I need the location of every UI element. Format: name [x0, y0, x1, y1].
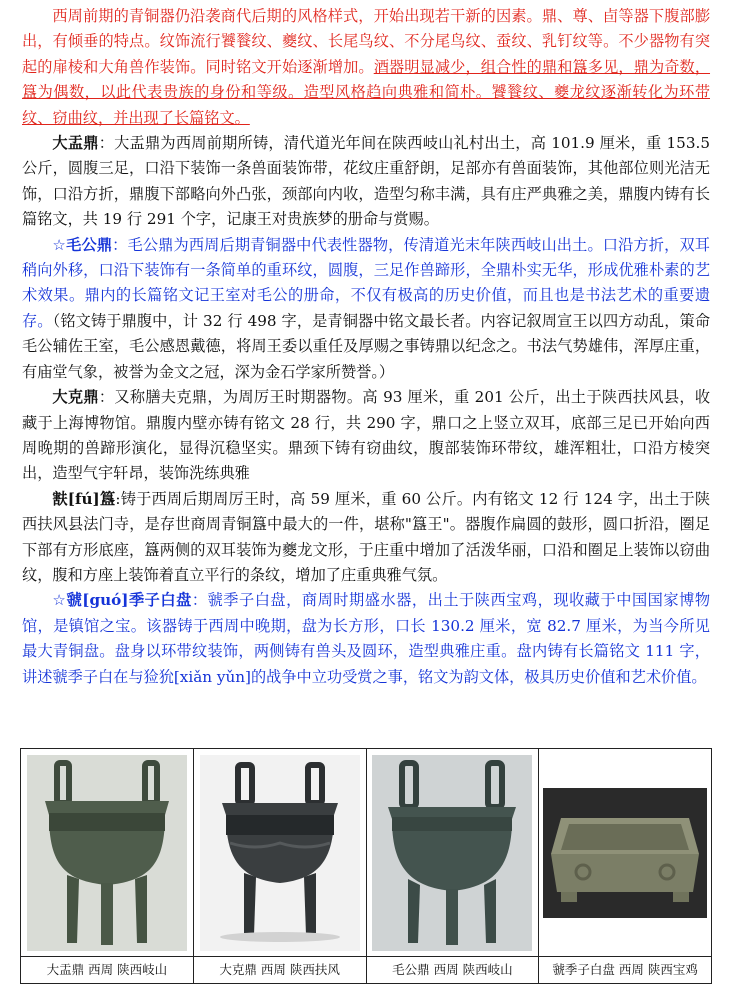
photo-caption: 虢季子白盘 西周 陕西宝鸡 — [539, 956, 711, 983]
entry-note: （铭文铸于鼎腹中，计 32 行 498 字，是青铜器中铭文最长者。内容记叙周宣王以四方动乱，策命毛公辅佐王室，毛公感恩戴德，将周王委以重任及厚赐之事铸鼎以纪念之。书法气势雄伟，浑厚庄重，有庙堂气象，被誉为金文之冠，深为金石学家所赞誉。） — [22, 311, 711, 381]
entry-title: 毛公鼎 — [66, 235, 113, 254]
intro-underlined-text: 酒器明显减少，组合性的鼎和簋多见，鼎为奇数，簋为偶数，以此代表贵族的身份和等级。造型风格趋向典雅和简朴。饕餮纹、夔龙纹逐渐转化为环带纹、窃曲纹，并出现了长篇铭文。 — [22, 57, 711, 127]
entry-guo-ji-zi-bai-pan — [22, 588, 710, 690]
document-body — [22, 4, 710, 690]
entry-mao-gong-ding — [22, 233, 710, 385]
photo-cell — [539, 749, 711, 983]
star-icon: ☆ — [52, 591, 67, 610]
photo-caption: 毛公鼎 西周 陕西岐山 — [367, 956, 539, 983]
entry-da-ke-ding — [22, 385, 710, 487]
photo-mao-gong-ding — [367, 749, 539, 957]
photo-cell — [367, 749, 540, 983]
photo-cell — [194, 749, 367, 983]
entry-text: :铸于西周后期周厉王时，高 59 厘米，重 60 公斤。内有铭文 12 行 124 字，出土于陕西扶风县法门寺，是存世商周青铜簋中最大的一件，堪称"簋王"。器腹作扁圆的鼓形，圆口折沿，圈足下部有方形底座，簋两侧的双耳装饰为夔龙文形，于庄重中增加了活泼华丽，口沿和圈足上装饰以窃曲纹，腹和方座上装饰着直立平行的条纹，增加了庄重典雅气氛。 — [22, 489, 711, 584]
entry-text: ：大盂鼎为西周前期所铸，清代道光年间在陕西岐山礼村出土，高 101.9 厘米，重 153.5 公斤，圆腹三足，口沿下装饰一条兽面装饰带，花纹庄重舒朗，足部亦有兽面装饰，其他部位则光洁无饰，口沿方折，鼎腹下部略向外凸张，颈部向内收，造型匀称丰满，具有庄严典雅之美，鼎腹内铸有长篇铭文，共 19 行 291 个字，记康王对贵族梦的册命与赏赐。 — [22, 134, 710, 229]
entry-title: 虢[guó]季子白盘 — [66, 591, 192, 610]
entry-hu-gui — [22, 487, 710, 589]
photo-da-yu-ding — [21, 749, 193, 957]
entry-da-yu-ding — [22, 131, 710, 233]
entry-title: 大克鼎 — [52, 388, 99, 407]
entry-text: ：毛公鼎为西周后期青铜器中代表性器物，传清道光末年陕西岐山出土。口沿方折，双耳稍向外移，口沿下装饰有一条简单的重环纹，圆腹，三足作兽蹄形，全鼎朴实无华，形成优雅朴素的艺术效果。鼎内的长篇铭文记王室对毛公的册命，不仅有极高的历史价值，而且也是书法艺术的重要遗存。 — [22, 235, 710, 330]
intro-text: 西周前期的青铜器仍沿袭商代后期的风格样式，开始出现若干新的因素。鼎、尊、卣等器下腹部膨出，有倾垂的特点。纹饰流行饕餮纹、夔纹、长尾鸟纹、不分尾鸟纹、蚕纹、乳钉纹等。不少器物有突起的扉棱和大角兽作装饰。同时铭文开始逐渐增加。 — [22, 7, 710, 76]
photo-table — [20, 748, 712, 984]
entry-text: ：又称膳夫克鼎，为周厉王时期器物。高 93 厘米，重 201 公斤，出土于陕西扶风县，收藏于上海博物馆。鼎腹内壁亦铸有铭文 28 行，共 290 字，鼎口之上竖立双耳，底部三足已开始向西周晚期的兽蹄形演化，显得沉稳坚实。鼎颈下铸有窃曲纹，腹部装饰环带纹，雄浑粗壮，口沿方棱突出，造型气宇轩昂，装饰洗练典雅 — [22, 388, 711, 483]
entry-text: ：虢季子白盘，商周时期盛水器，出土于陕西宝鸡，现收藏于中国国家博物馆，是镇馆之宝。该器铸于西周中晚期，盘为长方形，口长 130.2 厘米，宽 82.7 厘米，为当今所见最大青铜盘。盘身以环带纹装饰，两侧铸有兽头及圆环，造型典雅庄重。盘内铸有长篇铭文 111 字，讲述虢季子白在与猃狁[xiǎn yǔn]的战争中立功受赏之事，铭文为韵文体，极具历史价值和艺术价值。 — [22, 591, 711, 686]
entry-title: 㝬[fú]簋 — [52, 489, 116, 508]
photo-guo-ji-zi-bai-pan — [539, 749, 711, 957]
photo-caption: 大克鼎 西周 陕西扶风 — [194, 956, 366, 983]
photo-caption: 大盂鼎 西周 陕西岐山 — [21, 956, 193, 983]
star-icon: ☆ — [52, 235, 67, 254]
intro-paragraph — [22, 4, 710, 131]
entry-title: 大盂鼎 — [52, 134, 99, 153]
photo-cell — [21, 749, 194, 983]
photo-da-ke-ding — [194, 749, 366, 957]
